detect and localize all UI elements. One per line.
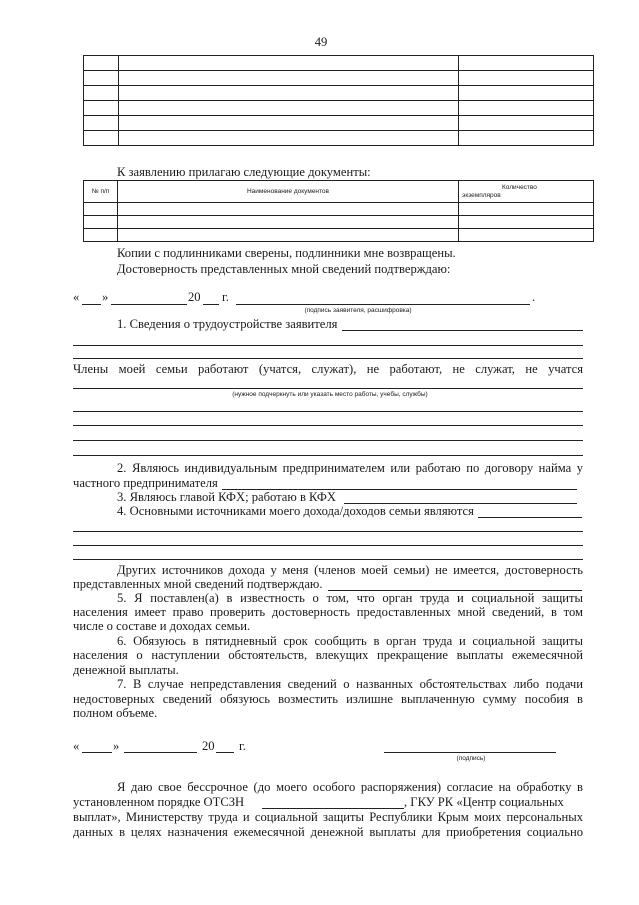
family-status-line: Члены моей семьи работают (учатся, служат), не работают, не служат, не учатся (73, 362, 583, 376)
consent-paragraph: Я даю свое бессрочное (до моего особого распоряжения) согласие на обработку в (117, 780, 583, 794)
item-6-notification: 6. Обязуюсь в пятидневный срок сообщить в орган труда и социальной защиты (117, 634, 583, 648)
no-other-income-statement: Других источников дохода у меня (членов моей семьи) не имеется, достоверность (117, 563, 583, 577)
continuation-table (83, 55, 594, 146)
attachments-intro: К заявлению прилагаю следующие документы: (117, 165, 371, 179)
item-5-verification: 5. Я поставлен(а) в известность о том, что орган труда и социальной защиты (117, 591, 583, 605)
item-3-kfh: 3. Являюсь главой КФХ; работаю в КФХ (117, 490, 336, 504)
family-caption: (нужное подчеркнуть или указать место работы, учебы, службы) (232, 391, 428, 398)
item-4-income-sources: 4. Основными источниками моего дохода/доходов семьи являются (117, 504, 474, 518)
col-qty-header: Количество экземпляров (459, 181, 594, 203)
item-2-entrepreneur: 2. Являюсь индивидуальным предпринимателем или работаю по договору найма у (117, 461, 583, 475)
col-name-header: Наименование документов (118, 181, 459, 203)
reliability-statement: Достоверность представленных мной сведений подтверждаю: (117, 262, 451, 276)
page-number: 49 (314, 35, 328, 49)
item-7-refund: 7. В случае непредставления сведений о названных обстоятельствах либо подачи (117, 677, 583, 691)
col-number-header: № п/п (84, 181, 118, 203)
item-1-employment: 1. Сведения о трудоустройстве заявителя (117, 317, 338, 331)
copies-statement: Копии с подлинниками сверены, подлинники мне возвращены. (117, 246, 456, 260)
documents-table (83, 180, 594, 242)
